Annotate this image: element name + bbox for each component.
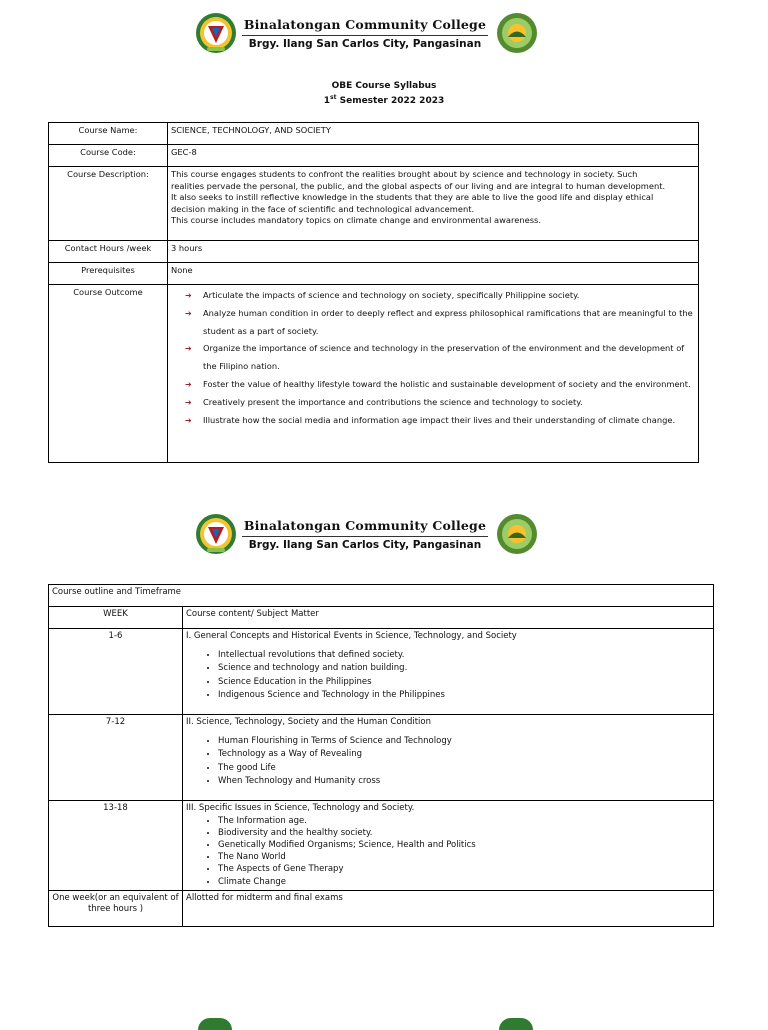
course-description-row	[49, 167, 699, 241]
outline-title-row	[49, 585, 714, 607]
topic-heading: III. Specific Issues in Science, Technology and Society.	[186, 803, 415, 813]
college-name: Binalatongan Community College	[243, 518, 487, 533]
syllabus-title-line1: OBE Course Syllabus	[331, 81, 437, 91]
course-code-label: Course Code:	[49, 145, 168, 167]
semester-text: Semester 2022 2023	[336, 96, 445, 106]
arrow-bullet-icon: ➔	[185, 308, 192, 318]
semester-number: 1	[323, 96, 331, 106]
arrow-bullet-icon: ➔	[185, 415, 192, 425]
topic-item: • Science and technology and nation building.	[218, 662, 710, 676]
arrow-bullet-icon: ➔	[185, 291, 192, 300]
topic-item: • Human Flourishing in Terms of Science and Technology	[218, 735, 710, 749]
description-line: This course engages students to confront the realities brought about by science and technology in society. Such	[171, 169, 638, 179]
course-description-value	[168, 167, 699, 241]
exam-row	[49, 890, 714, 926]
description-line: decision making in the face of scientific and technological advancement.	[171, 203, 475, 214]
course-outcome-label: Course Outcome	[49, 285, 168, 463]
arrow-bullet-icon: ➔	[185, 344, 192, 354]
college-seal-logo	[198, 1018, 232, 1030]
outline-row	[49, 715, 714, 801]
exam-week-cell: One week(or an equivalent of three hours )	[49, 890, 183, 926]
contact-hours-label: Contact Hours /week	[49, 241, 168, 263]
arrow-bullet-icon: ➔	[185, 379, 192, 389]
course-name-row	[49, 123, 699, 145]
course-info-table	[48, 122, 699, 463]
course-outcome-row	[49, 285, 699, 463]
college-address: Brgy. Ilang San Carlos City, Pangasinan	[248, 539, 482, 551]
course-name-value: SCIENCE, TECHNOLOGY, AND SOCIETY	[168, 123, 699, 145]
outcome-item: ➔ Organize the importance of science and technology in the preservation of the environment and the development of the Filipino nation.	[185, 340, 695, 376]
header-rule	[242, 536, 488, 537]
semester-line	[0, 92, 768, 107]
content-cell	[183, 715, 714, 801]
course-code-row	[49, 145, 699, 167]
header-rule	[242, 35, 488, 36]
college-name: Binalatongan Community College	[243, 17, 487, 32]
course-code-value: GEC-8	[168, 145, 699, 167]
course-name-label: Course Name:	[49, 123, 168, 145]
next-page-header-peek	[0, 1018, 768, 1028]
outcome-item: ➔ Articulate the impacts of science and technology on society, specifically Philippine society.	[185, 287, 695, 305]
semester-ordinal: st	[330, 94, 337, 101]
course-outcome-value	[168, 285, 699, 463]
arrow-bullet-icon: ➔	[185, 397, 192, 407]
week-cell: 7-12	[49, 715, 183, 801]
topic-item: • Biodiversity and the healthy society.	[218, 827, 710, 839]
outcome-item: ➔ Illustrate how the social media and information age impact their lives and their understanding of climate change.	[185, 412, 695, 430]
topic-item: • Technology as a Way of Revealing	[218, 748, 710, 762]
content-cell	[183, 629, 714, 715]
outcome-item: ➔ Creatively present the importance and contributions the science and technology to society.	[185, 394, 695, 412]
content-header: Course content/ Subject Matter	[183, 607, 714, 629]
topic-item: • The good Life	[218, 762, 710, 776]
outline-row	[49, 629, 714, 715]
outcome-list	[171, 287, 695, 429]
outline-title: Course outline and Timeframe	[49, 585, 714, 607]
topic-item: • Genetically Modified Organisms; Science, Health and Politics	[218, 839, 710, 851]
contact-hours-value: 3 hours	[168, 241, 699, 263]
topic-list	[186, 735, 710, 789]
exam-content-cell: Allotted for midterm and final exams	[183, 890, 714, 926]
description-line: It also seeks to instill reflective knowledge in the students that they are able to live the good life and display ethical	[171, 192, 654, 203]
topic-item: • Science Education in the Philippines	[218, 676, 710, 690]
topic-list	[186, 649, 710, 703]
topic-heading: II. Science, Technology, Society and the Human Condition	[186, 717, 431, 727]
topic-item: • Climate Change	[218, 876, 710, 888]
college-header	[0, 12, 768, 60]
college-header	[0, 513, 768, 561]
week-cell: 13-18	[49, 801, 183, 891]
outline-header-row	[49, 607, 714, 629]
prerequisites-label: Prerequisites	[49, 263, 168, 285]
description-line: This course includes mandatory topics on climate change and environmental awareness.	[171, 215, 541, 226]
outline-row	[49, 801, 714, 891]
week-cell: 1-6	[49, 629, 183, 715]
content-cell	[183, 801, 714, 891]
description-line: realities pervade the personal, the public, and the global aspects of our living and are integral to human development.	[171, 180, 666, 191]
prerequisites-row	[49, 263, 699, 285]
topic-item: • When Technology and Humanity cross	[218, 775, 710, 789]
college-address: Brgy. Ilang San Carlos City, Pangasinan	[248, 38, 482, 50]
week-header: WEEK	[49, 607, 183, 629]
topic-item: • The Nano World	[218, 851, 710, 863]
course-outline-table	[48, 584, 714, 927]
topic-item: • The Aspects of Gene Therapy	[218, 863, 710, 875]
topic-list	[186, 815, 710, 888]
prerequisites-value: None	[168, 263, 699, 285]
topic-heading: I. General Concepts and Historical Events in Science, Technology, and Society	[186, 631, 517, 641]
syllabus-title	[0, 80, 768, 107]
city-seal-logo	[499, 1018, 533, 1030]
college-seal-logo	[195, 12, 237, 54]
outcome-item: ➔ Analyze human condition in order to deeply reflect and express philosophical ramifications that are meaningful to the student as a part of society.	[185, 305, 695, 341]
outcome-item: ➔ Foster the value of healthy lifestyle toward the holistic and sustainable development of society and the environment.	[185, 376, 695, 394]
course-description-label: Course Description:	[49, 167, 168, 241]
topic-item: • Intellectual revolutions that defined society.	[218, 649, 710, 663]
city-seal-logo	[496, 513, 538, 555]
topic-item: • Indigenous Science and Technology in the Philippines	[218, 689, 710, 703]
college-seal-logo	[195, 513, 237, 555]
city-seal-logo	[496, 12, 538, 54]
contact-hours-row	[49, 241, 699, 263]
topic-item: • The Information age.	[218, 815, 710, 827]
